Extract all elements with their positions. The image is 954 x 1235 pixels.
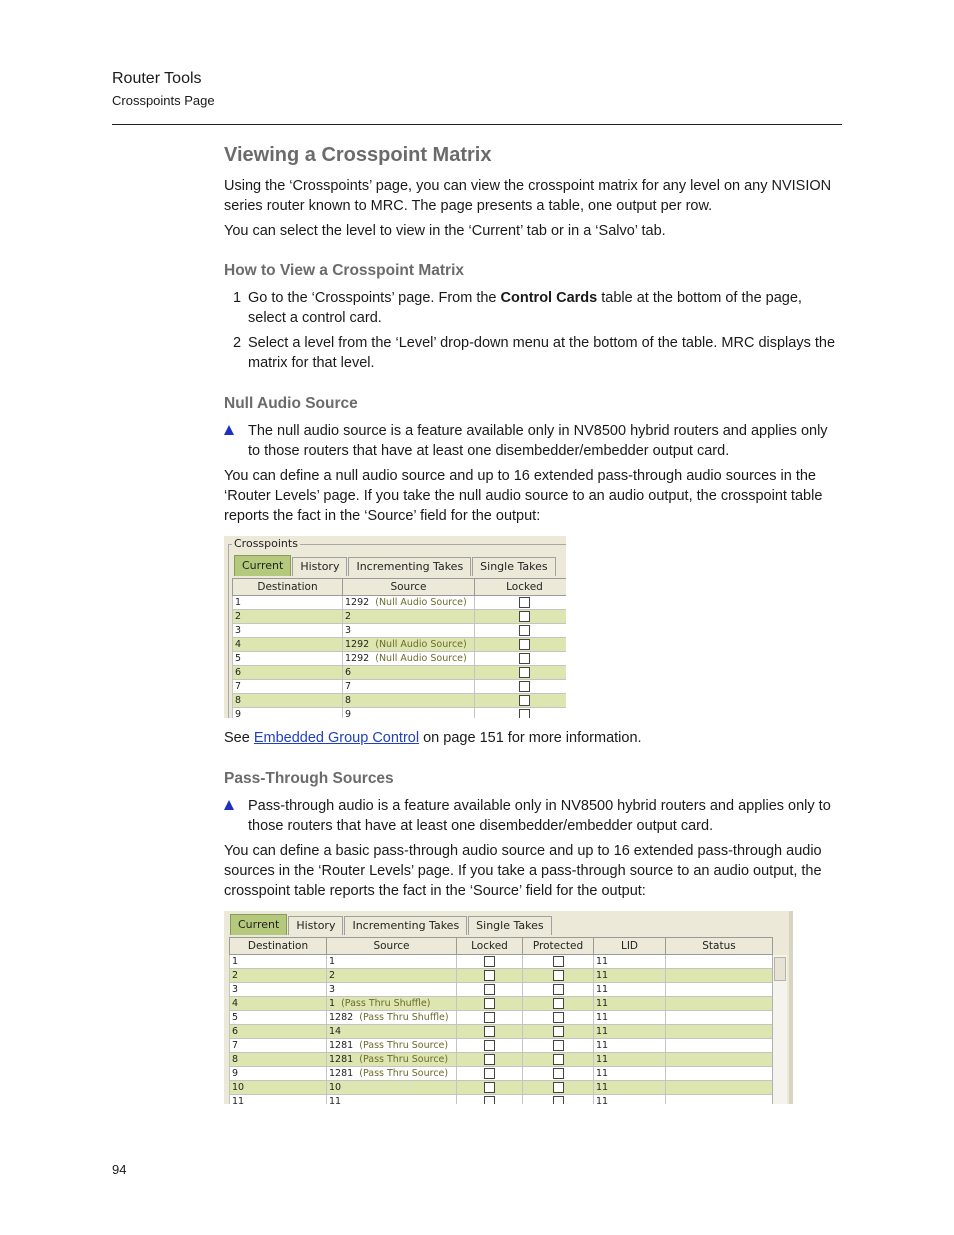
groupbox-label: Crosspoints [234, 537, 298, 550]
lid-cell: 11 [594, 955, 666, 969]
source-cell: 3 [327, 983, 457, 997]
source-tag: (Pass Thru Shuffle) [341, 998, 431, 1009]
source-cell: 10 [327, 1081, 457, 1095]
locked-cell [457, 1081, 523, 1095]
source-cell: 6 [343, 666, 475, 680]
destination-cell: 2 [230, 969, 327, 983]
destination-cell: 6 [230, 1025, 327, 1039]
locked-cell [457, 1095, 523, 1105]
table-row[interactable] [233, 708, 567, 719]
source-cell: 1292 (Null Audio Source) [343, 652, 475, 666]
source-cell: 1282 (Pass Thru Shuffle) [327, 1011, 457, 1025]
destination-cell: 7 [230, 1039, 327, 1053]
locked-checkbox[interactable] [519, 681, 530, 692]
locked-cell [457, 1011, 523, 1025]
status-cell [666, 1011, 773, 1025]
status-cell [666, 955, 773, 969]
table-row[interactable] [233, 694, 567, 708]
protected-checkbox[interactable] [553, 984, 564, 995]
destination-cell: 11 [230, 1095, 327, 1105]
source-cell: 1281 (Pass Thru Source) [327, 1053, 457, 1067]
locked-cell [475, 652, 567, 666]
status-cell [666, 1067, 773, 1081]
protected-cell [523, 1039, 594, 1053]
tab-single-takes[interactable]: Single Takes [468, 916, 551, 935]
source-cell: 2 [327, 969, 457, 983]
source-tag: (Pass Thru Source) [359, 1054, 449, 1065]
source-cell: 3 [343, 624, 475, 638]
column-header-locked[interactable]: Locked [475, 579, 567, 596]
locked-cell [457, 1067, 523, 1081]
table-row[interactable] [230, 1081, 773, 1095]
step-number: 1 [233, 290, 242, 306]
tab-current[interactable]: Current [234, 555, 291, 576]
table-row[interactable] [230, 1039, 773, 1053]
column-header-destination[interactable]: Destination [230, 938, 327, 955]
protected-checkbox[interactable] [553, 1068, 564, 1079]
source-tag: (Null Audio Source) [375, 653, 467, 664]
locked-checkbox[interactable] [519, 709, 530, 718]
tab-incrementing-takes[interactable]: Incrementing Takes [348, 557, 471, 576]
lid-cell: 11 [594, 983, 666, 997]
lid-cell: 11 [594, 1053, 666, 1067]
table-row[interactable] [233, 624, 567, 638]
status-cell [666, 969, 773, 983]
lid-cell: 11 [594, 1039, 666, 1053]
protected-checkbox[interactable] [553, 1040, 564, 1051]
status-cell [666, 1053, 773, 1067]
protected-cell [523, 1025, 594, 1039]
column-header-status[interactable]: Status [666, 938, 773, 955]
panel-border [789, 911, 793, 1104]
column-header-source[interactable]: Source [343, 579, 475, 596]
locked-checkbox[interactable] [519, 597, 530, 608]
crosspoints-null-audio-screenshot [224, 536, 566, 718]
column-header-lid[interactable]: LID [594, 938, 666, 955]
locked-cell [475, 638, 567, 652]
locked-checkbox[interactable] [484, 956, 495, 967]
source-cell: 11 [327, 1095, 457, 1105]
protected-checkbox[interactable] [553, 1012, 564, 1023]
lid-cell: 11 [594, 1081, 666, 1095]
lid-cell: 11 [594, 997, 666, 1011]
table-row[interactable] [230, 1053, 773, 1067]
table-row[interactable] [230, 1067, 773, 1081]
status-cell [666, 1095, 773, 1105]
source-cell: 1 (Pass Thru Shuffle) [327, 997, 457, 1011]
protected-cell [523, 955, 594, 969]
locked-cell [475, 624, 567, 638]
null-audio-heading: Null Audio Source [224, 395, 358, 412]
column-header-source[interactable]: Source [327, 938, 457, 955]
locked-cell [475, 694, 567, 708]
table-row[interactable] [233, 596, 567, 610]
step-text: Select a level from the ‘Level’ drop-down menu at the bottom of the table. MRC displays the matrix for that level. [248, 335, 836, 371]
column-header-locked[interactable]: Locked [457, 938, 523, 955]
protected-cell [523, 1067, 594, 1081]
table-row[interactable] [230, 1025, 773, 1039]
locked-cell [475, 610, 567, 624]
source-cell: 1 [327, 955, 457, 969]
see-also-paragraph: See Embedded Group Control on page 151 for more information. [224, 730, 642, 746]
locked-checkbox[interactable] [484, 984, 495, 995]
protected-cell [523, 997, 594, 1011]
source-cell: 8 [343, 694, 475, 708]
lid-cell: 11 [594, 1067, 666, 1081]
tab-bar [234, 555, 557, 576]
locked-cell [457, 1053, 523, 1067]
locked-checkbox[interactable] [519, 695, 530, 706]
locked-checkbox[interactable] [519, 611, 530, 622]
locked-checkbox[interactable] [484, 1054, 495, 1065]
source-cell: 9 [343, 708, 475, 719]
table-row[interactable] [230, 969, 773, 983]
source-cell: 14 [327, 1025, 457, 1039]
locked-cell [475, 708, 567, 719]
source-cell: 1281 (Pass Thru Source) [327, 1039, 457, 1053]
locked-checkbox[interactable] [484, 998, 495, 1009]
tab-bar [230, 914, 553, 935]
scrollbar-thumb[interactable] [774, 957, 786, 981]
pass-through-body: You can define a basic pass-through audio source and up to 16 extended pass-through audio sources in the ‘Router Levels’ page. If you take a pass-through source to an audio output, the crosspoint table reports the fact in the ‘Source’ field for the output: [224, 843, 822, 899]
locked-checkbox[interactable] [519, 667, 530, 678]
lid-cell: 11 [594, 969, 666, 983]
embedded-group-control-link[interactable]: Embedded Group Control [253, 730, 420, 746]
protected-checkbox[interactable] [553, 1054, 564, 1065]
destination-cell: 10 [230, 1081, 327, 1095]
source-cell: 1292 (Null Audio Source) [343, 596, 475, 610]
howto-heading: How to View a Crosspoint Matrix [224, 262, 465, 279]
destination-cell: 1 [233, 596, 343, 610]
protected-checkbox[interactable] [553, 998, 564, 1009]
source-tag: (Pass Thru Shuffle) [359, 1012, 449, 1023]
source-tag: (Null Audio Source) [375, 639, 467, 650]
protected-checkbox[interactable] [553, 970, 564, 981]
lid-cell: 11 [594, 1011, 666, 1025]
source-cell: 1292 (Null Audio Source) [343, 638, 475, 652]
protected-checkbox[interactable] [553, 1026, 564, 1037]
lid-cell: 11 [594, 1095, 666, 1105]
crosspoints-pass-through-screenshot [224, 911, 793, 1104]
locked-checkbox[interactable] [484, 1082, 495, 1093]
section-title: Viewing a Crosspoint Matrix [224, 144, 492, 166]
status-cell [666, 997, 773, 1011]
source-tag: (Pass Thru Source) [359, 1040, 449, 1051]
locked-cell [457, 955, 523, 969]
table-row[interactable] [233, 680, 567, 694]
tab-incrementing-takes[interactable]: Incrementing Takes [344, 916, 467, 935]
destination-cell: 2 [233, 610, 343, 624]
protected-checkbox[interactable] [553, 1082, 564, 1093]
status-cell [666, 983, 773, 997]
column-header-destination[interactable]: Destination [233, 579, 343, 596]
locked-checkbox[interactable] [484, 1068, 495, 1079]
destination-cell: 7 [233, 680, 343, 694]
table-row[interactable] [230, 955, 773, 969]
destination-cell: 6 [233, 666, 343, 680]
tab-single-takes[interactable]: Single Takes [472, 557, 555, 576]
destination-cell: 9 [230, 1067, 327, 1081]
destination-cell: 5 [233, 652, 343, 666]
tab-history[interactable]: History [292, 557, 347, 576]
locked-checkbox[interactable] [519, 625, 530, 636]
locked-cell [475, 666, 567, 680]
destination-cell: 5 [230, 1011, 327, 1025]
table-row[interactable] [230, 983, 773, 997]
locked-checkbox[interactable] [484, 1012, 495, 1023]
protected-checkbox[interactable] [553, 956, 564, 967]
table-row[interactable] [233, 652, 567, 666]
intro-paragraph-2: You can select the level to view in the ‘Current’ tab or in a ‘Salvo’ tab. [224, 223, 666, 239]
locked-cell [475, 680, 567, 694]
destination-cell: 4 [233, 638, 343, 652]
destination-cell: 8 [233, 694, 343, 708]
running-header-subtitle: Crosspoints Page [112, 93, 215, 108]
table-row[interactable] [230, 1095, 773, 1105]
destination-cell: 4 [230, 997, 327, 1011]
locked-checkbox[interactable] [484, 1096, 495, 1104]
destination-cell: 3 [233, 624, 343, 638]
crosspoints-table [229, 937, 773, 1104]
table-row[interactable] [230, 997, 773, 1011]
locked-checkbox[interactable] [484, 1040, 495, 1051]
status-cell [666, 1039, 773, 1053]
page-number: 94 [112, 1162, 127, 1177]
source-cell: 7 [343, 680, 475, 694]
locked-cell [475, 596, 567, 610]
locked-checkbox[interactable] [519, 639, 530, 650]
source-tag: (Null Audio Source) [375, 597, 467, 608]
protected-checkbox[interactable] [553, 1096, 564, 1104]
status-cell [666, 1025, 773, 1039]
destination-cell: 9 [233, 708, 343, 719]
destination-cell: 1 [230, 955, 327, 969]
source-tag: (Pass Thru Source) [359, 1068, 449, 1079]
source-cell: 1281 (Pass Thru Source) [327, 1067, 457, 1081]
protected-cell [523, 1011, 594, 1025]
column-header-protected[interactable]: Protected [523, 938, 594, 955]
vertical-scrollbar[interactable] [772, 955, 787, 1104]
intro-paragraph-1: Using the ‘Crosspoints’ page, you can view the crosspoint matrix for any level on any NVISION series router known to MRC. The page presents a table, one output per row. [224, 178, 832, 214]
source-cell: 2 [343, 610, 475, 624]
protected-cell [523, 969, 594, 983]
locked-cell [457, 1039, 523, 1053]
locked-cell [457, 1025, 523, 1039]
destination-cell: 3 [230, 983, 327, 997]
destination-cell: 8 [230, 1053, 327, 1067]
locked-checkbox[interactable] [484, 1026, 495, 1037]
table-row[interactable] [230, 1011, 773, 1025]
table-row[interactable] [233, 638, 567, 652]
lid-cell: 11 [594, 1025, 666, 1039]
tab-current[interactable]: Current [230, 914, 287, 935]
step-number: 2 [233, 335, 242, 351]
crosspoints-table [232, 578, 566, 718]
locked-checkbox[interactable] [519, 653, 530, 664]
protected-cell [523, 1053, 594, 1067]
protected-cell [523, 1081, 594, 1095]
note-triangle-icon [224, 800, 234, 810]
tab-history[interactable]: History [288, 916, 343, 935]
running-header-title: Router Tools [112, 70, 202, 87]
null-audio-body: You can define a null audio source and up to 16 extended pass-through audio sources in the ‘Router Levels’ page. If you take the null audio source to an audio output, the crosspoint table reports the fact in the ‘Source’ field for the output: [224, 468, 823, 524]
locked-cell [457, 969, 523, 983]
note-triangle-icon [224, 425, 234, 435]
status-cell [666, 1081, 773, 1095]
locked-checkbox[interactable] [484, 970, 495, 981]
header-rule [112, 124, 842, 125]
table-row[interactable] [233, 610, 567, 624]
protected-cell [523, 983, 594, 997]
pass-through-heading: Pass-Through Sources [224, 770, 394, 787]
locked-cell [457, 997, 523, 1011]
locked-cell [457, 983, 523, 997]
step-text: Go to the ‘Crosspoints’ page. From the Control Cards table at the bottom of the page, select a control card. [248, 290, 802, 326]
protected-cell [523, 1095, 594, 1105]
table-row[interactable] [233, 666, 567, 680]
